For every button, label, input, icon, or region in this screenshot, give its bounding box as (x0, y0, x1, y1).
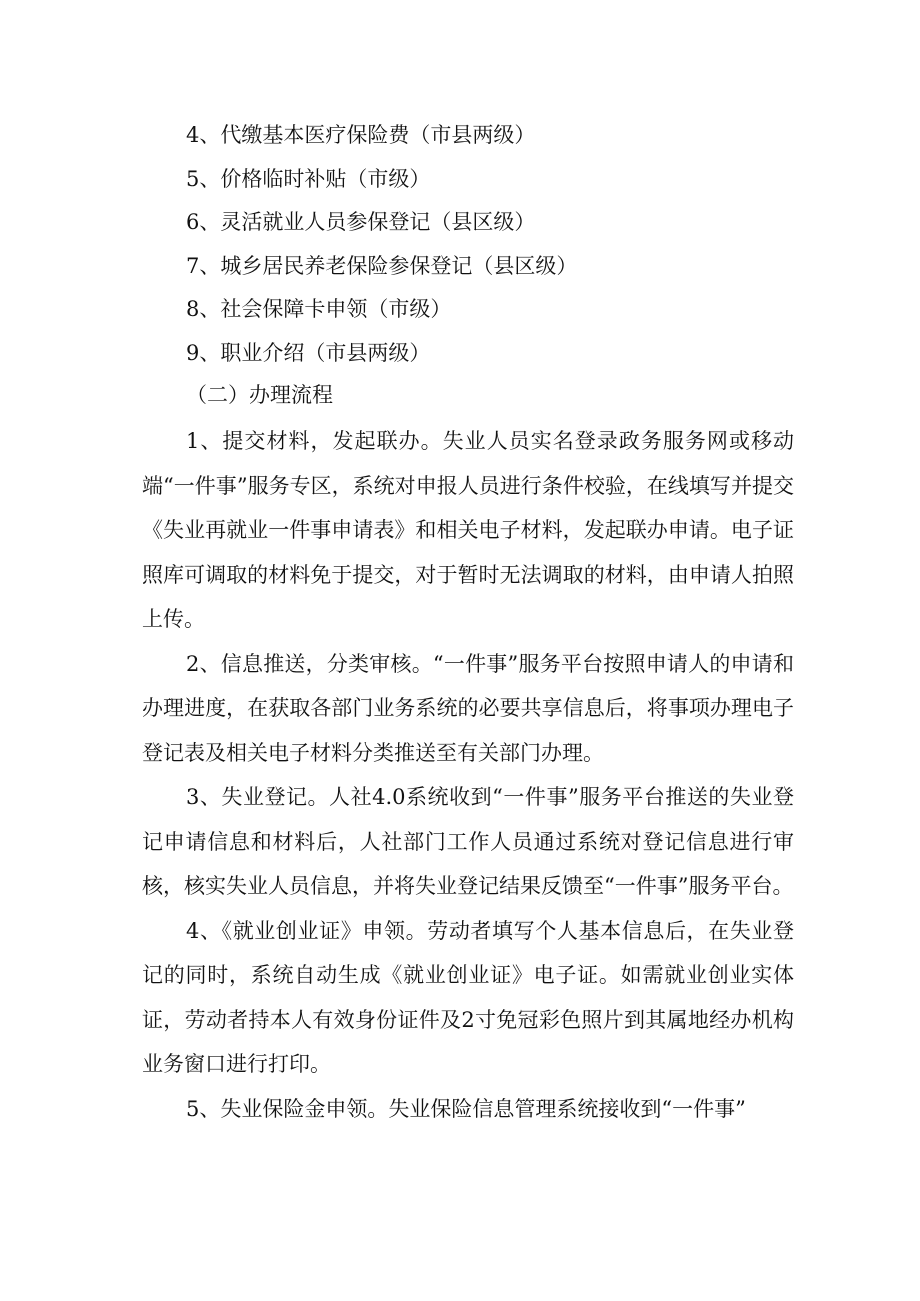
list-item: 9、职业介绍（市县两级） (186, 340, 431, 365)
paragraph-unemployment-registration: 3、失业登记。人社4.0系统收到“一件事”服务平台推送的失业登记申请信息和材料后，人社部门工作人员通过系统对登记信息进行审核，核实失业人员信息，并将失业登记结果反馈至“一件事”服务平台。 (142, 785, 794, 898)
procedure-paragraphs (142, 419, 794, 1131)
list-item: 6、灵活就业人员参保登记（县区级） (186, 210, 536, 234)
paragraph-info-push: 2、信息推送，分类审核。“一件事”服务平台按照申请人的申请和办理进度，在获取各部门业务系统的必要共享信息后，将事项办理电子登记表及相关电子材料分类推送至有关部门办理。 (142, 651, 794, 765)
service-list (142, 114, 802, 375)
paragraph-unemployment-insurance: 5、失业保险金申领。失业保险信息管理系统接收到“一件事” (186, 1096, 746, 1121)
list-item: 8、社会保障卡申领（市级） (186, 297, 452, 321)
list-item: 7、城乡居民养老保险参保登记（县区级） (186, 253, 578, 278)
list-item: 4、代缴基本医疗保险费（市县两级） (186, 123, 536, 147)
section-heading: （二）办理流程 (186, 383, 333, 407)
paragraph-submit-materials: 1、提交材料，发起联办。失业人员实名登录政务服务网或移动端“一件事”服务专区，系统对申报人员进行条件校验，在线填写并提交《失业再就业一件事申请表》和相关电子材料，发起联办申请。电子证照库可调取的材料免于提交，对于暂时无法调取的材料，由申请人拍照上传。 (142, 429, 794, 631)
paragraph-employment-certificate: 4、《就业创业证》申领。劳动者填写个人基本信息后，在失业登记的同时，系统自动生成《就业创业证》电子证。如需就业创业实体证，劳动者持本人有效身份证件及2寸免冠彩色照片到其属地经办机构业务窗口进行打印。 (142, 918, 794, 1076)
list-item: 5、价格临时补贴（市级） (186, 166, 431, 191)
